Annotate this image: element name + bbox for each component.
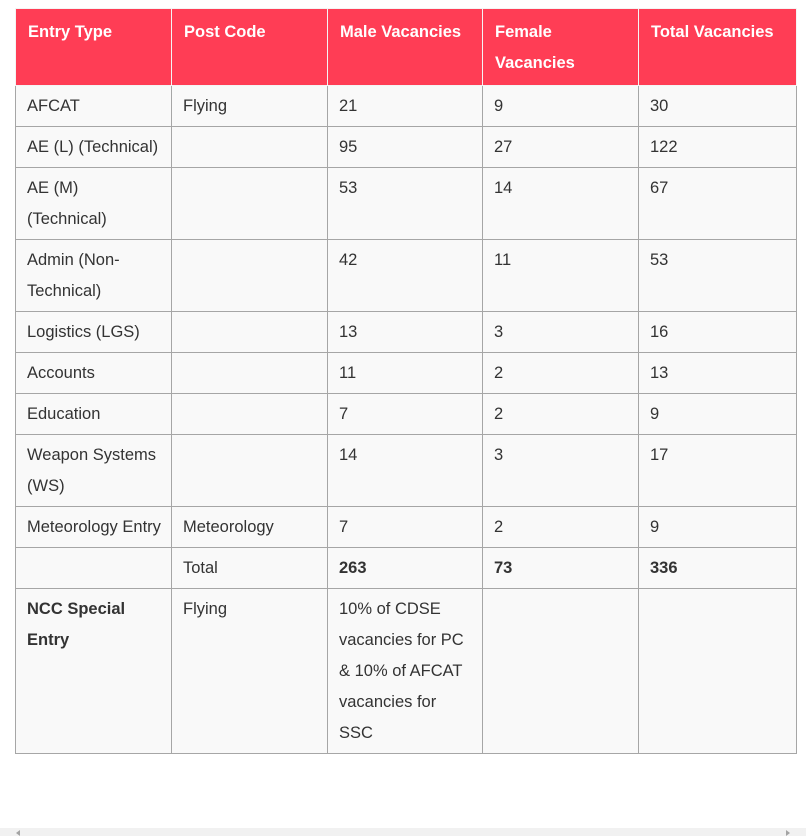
vacancy-table bbox=[15, 8, 797, 754]
table-container bbox=[15, 8, 796, 754]
cell-entry-type: AE (L) (Technical) bbox=[16, 127, 172, 168]
cell-post-code: Meteorology bbox=[172, 507, 328, 548]
cell-male: 14 bbox=[328, 435, 483, 507]
cell-entry-type: NCC Special Entry bbox=[16, 589, 172, 754]
horizontal-scrollbar[interactable] bbox=[0, 828, 806, 836]
cell-entry-type: Accounts bbox=[16, 353, 172, 394]
header-total-vacancies: Total Vacancies bbox=[639, 9, 797, 86]
cell-entry-type bbox=[16, 548, 172, 589]
cell-total: 30 bbox=[639, 86, 797, 127]
table-row bbox=[16, 353, 797, 394]
cell-male: 95 bbox=[328, 127, 483, 168]
scroll-right-arrow-icon[interactable] bbox=[786, 830, 790, 836]
cell-male-total: 263 bbox=[328, 548, 483, 589]
cell-post-code bbox=[172, 168, 328, 240]
cell-entry-type: Meteorology Entry bbox=[16, 507, 172, 548]
cell-total bbox=[639, 589, 797, 754]
cell-post-code bbox=[172, 240, 328, 312]
cell-female: 2 bbox=[483, 394, 639, 435]
cell-entry-type: Weapon Systems (WS) bbox=[16, 435, 172, 507]
cell-total: 13 bbox=[639, 353, 797, 394]
cell-total: 122 bbox=[639, 127, 797, 168]
cell-total: 67 bbox=[639, 168, 797, 240]
scroll-left-arrow-icon[interactable] bbox=[16, 830, 20, 836]
cell-female: 14 bbox=[483, 168, 639, 240]
table-row bbox=[16, 507, 797, 548]
cell-total: 9 bbox=[639, 394, 797, 435]
cell-female: 11 bbox=[483, 240, 639, 312]
cell-male: 42 bbox=[328, 240, 483, 312]
cell-total: 17 bbox=[639, 435, 797, 507]
cell-post-code: Flying bbox=[172, 589, 328, 754]
cell-entry-type: AFCAT bbox=[16, 86, 172, 127]
total-row bbox=[16, 548, 797, 589]
cell-entry-type: Education bbox=[16, 394, 172, 435]
cell-total: 53 bbox=[639, 240, 797, 312]
table-row bbox=[16, 168, 797, 240]
table-row bbox=[16, 312, 797, 353]
header-male-vacancies: Male Vacancies bbox=[328, 9, 483, 86]
cell-total: 9 bbox=[639, 507, 797, 548]
cell-grand-total: 336 bbox=[639, 548, 797, 589]
cell-female bbox=[483, 589, 639, 754]
header-female-vacancies: Female Vacancies bbox=[483, 9, 639, 86]
table-row bbox=[16, 127, 797, 168]
cell-male: 13 bbox=[328, 312, 483, 353]
cell-total-label: Total bbox=[172, 548, 328, 589]
cell-entry-type: AE (M) (Technical) bbox=[16, 168, 172, 240]
cell-male: 7 bbox=[328, 507, 483, 548]
cell-male: 21 bbox=[328, 86, 483, 127]
cell-post-code bbox=[172, 394, 328, 435]
cell-post-code bbox=[172, 312, 328, 353]
cell-male: 10% of CDSE vacancies for PC & 10% of AFCAT vacancies for SSC bbox=[328, 589, 483, 754]
cell-female: 2 bbox=[483, 353, 639, 394]
cell-male: 7 bbox=[328, 394, 483, 435]
cell-female: 9 bbox=[483, 86, 639, 127]
cell-post-code bbox=[172, 127, 328, 168]
cell-post-code: Flying bbox=[172, 86, 328, 127]
table-row bbox=[16, 240, 797, 312]
table-row bbox=[16, 435, 797, 507]
cell-female: 2 bbox=[483, 507, 639, 548]
ncc-row bbox=[16, 589, 797, 754]
cell-female-total: 73 bbox=[483, 548, 639, 589]
cell-male: 11 bbox=[328, 353, 483, 394]
cell-entry-type: Logistics (LGS) bbox=[16, 312, 172, 353]
header-entry-type: Entry Type bbox=[16, 9, 172, 86]
cell-post-code bbox=[172, 353, 328, 394]
cell-female: 27 bbox=[483, 127, 639, 168]
cell-female: 3 bbox=[483, 435, 639, 507]
table-header-row bbox=[16, 9, 797, 86]
table-row bbox=[16, 394, 797, 435]
cell-total: 16 bbox=[639, 312, 797, 353]
header-post-code: Post Code bbox=[172, 9, 328, 86]
cell-female: 3 bbox=[483, 312, 639, 353]
table-row bbox=[16, 86, 797, 127]
cell-post-code bbox=[172, 435, 328, 507]
cell-male: 53 bbox=[328, 168, 483, 240]
cell-entry-type: Admin (Non-Technical) bbox=[16, 240, 172, 312]
